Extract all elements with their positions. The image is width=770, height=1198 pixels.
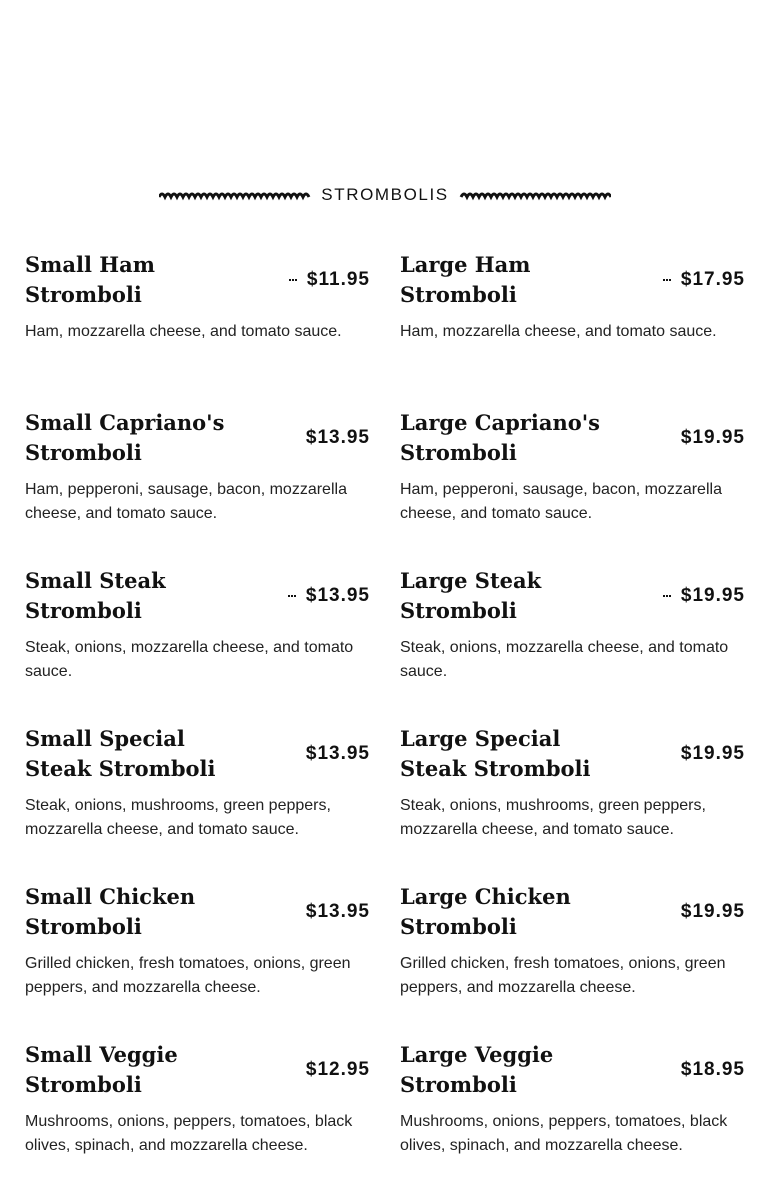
menu-item <box>25 250 370 408</box>
menu-item <box>400 408 745 566</box>
menu-item <box>25 882 370 1040</box>
item-price: $13.95 <box>305 585 370 606</box>
dotted-leader <box>289 279 297 281</box>
item-description: Mushrooms, onions, peppers, tomatoes, black olives, spinach, and mozzarella cheese. <box>400 1113 728 1154</box>
menu-item <box>25 566 370 724</box>
item-description: Mushrooms, onions, peppers, tomatoes, black olives, spinach, and mozzarella cheese. <box>25 1113 353 1154</box>
menu-item <box>400 1040 745 1198</box>
dotted-leader <box>288 595 296 597</box>
item-name: Large Ham Stromboli <box>400 252 531 307</box>
item-name: Small Chicken Stromboli <box>25 884 196 939</box>
item-name: Large Capriano's Stromboli <box>400 410 600 465</box>
menu-item <box>25 724 370 882</box>
left-wave-ornament <box>159 189 311 201</box>
item-price: $11.95 <box>306 269 370 290</box>
item-description: Ham, mozzarella cheese, and tomato sauce. <box>400 323 717 340</box>
right-wave-ornament <box>459 189 611 201</box>
dotted-leader <box>663 595 671 597</box>
item-name: Small Ham Stromboli <box>25 252 155 307</box>
menu-item <box>400 566 745 724</box>
section-title: STROMBOLIS <box>321 185 449 204</box>
item-name: Large Special Steak Stromboli <box>400 726 591 781</box>
item-price: $17.95 <box>680 269 745 290</box>
item-name: Small Capriano's Stromboli <box>25 410 225 465</box>
menu-item <box>25 408 370 566</box>
item-description: Steak, onions, mozzarella cheese, and tomato sauce. <box>400 639 729 680</box>
dotted-leader <box>663 279 671 281</box>
item-description: Grilled chicken, fresh tomatoes, onions, green peppers, and mozzarella cheese. <box>400 955 726 996</box>
item-price: $13.95 <box>305 427 370 448</box>
item-price: $12.95 <box>305 1059 370 1080</box>
menu-item <box>400 882 745 1040</box>
item-price: $13.95 <box>305 743 370 764</box>
item-description: Grilled chicken, fresh tomatoes, onions, green peppers, and mozzarella cheese. <box>25 955 351 996</box>
item-price: $13.95 <box>305 901 370 922</box>
section-header <box>0 182 770 208</box>
item-price: $19.95 <box>680 585 745 606</box>
item-name: Large Chicken Stromboli <box>400 884 571 939</box>
item-price: $19.95 <box>680 743 745 764</box>
menu-grid <box>25 250 745 1198</box>
item-description: Ham, mozzarella cheese, and tomato sauce. <box>25 323 342 340</box>
item-name: Large Veggie Stromboli <box>400 1042 554 1097</box>
item-price: $19.95 <box>680 427 745 448</box>
item-description: Steak, onions, mushrooms, green peppers, mozzarella cheese, and tomato sauce. <box>400 797 706 838</box>
item-description: Ham, pepperoni, sausage, bacon, mozzarella cheese, and tomato sauce. <box>25 481 347 522</box>
item-description: Ham, pepperoni, sausage, bacon, mozzarella cheese, and tomato sauce. <box>400 481 722 522</box>
item-name: Small Special Steak Stromboli <box>25 726 216 781</box>
item-name: Large Steak Stromboli <box>400 568 542 623</box>
item-name: Small Steak Stromboli <box>25 568 166 623</box>
item-name: Small Veggie Stromboli <box>25 1042 178 1097</box>
menu-item <box>25 1040 370 1198</box>
item-price: $19.95 <box>680 901 745 922</box>
item-description: Steak, onions, mozzarella cheese, and tomato sauce. <box>25 639 354 680</box>
item-description: Steak, onions, mushrooms, green peppers, mozzarella cheese, and tomato sauce. <box>25 797 331 838</box>
menu-item <box>400 724 745 882</box>
item-price: $18.95 <box>680 1059 745 1080</box>
menu-item <box>400 250 745 408</box>
